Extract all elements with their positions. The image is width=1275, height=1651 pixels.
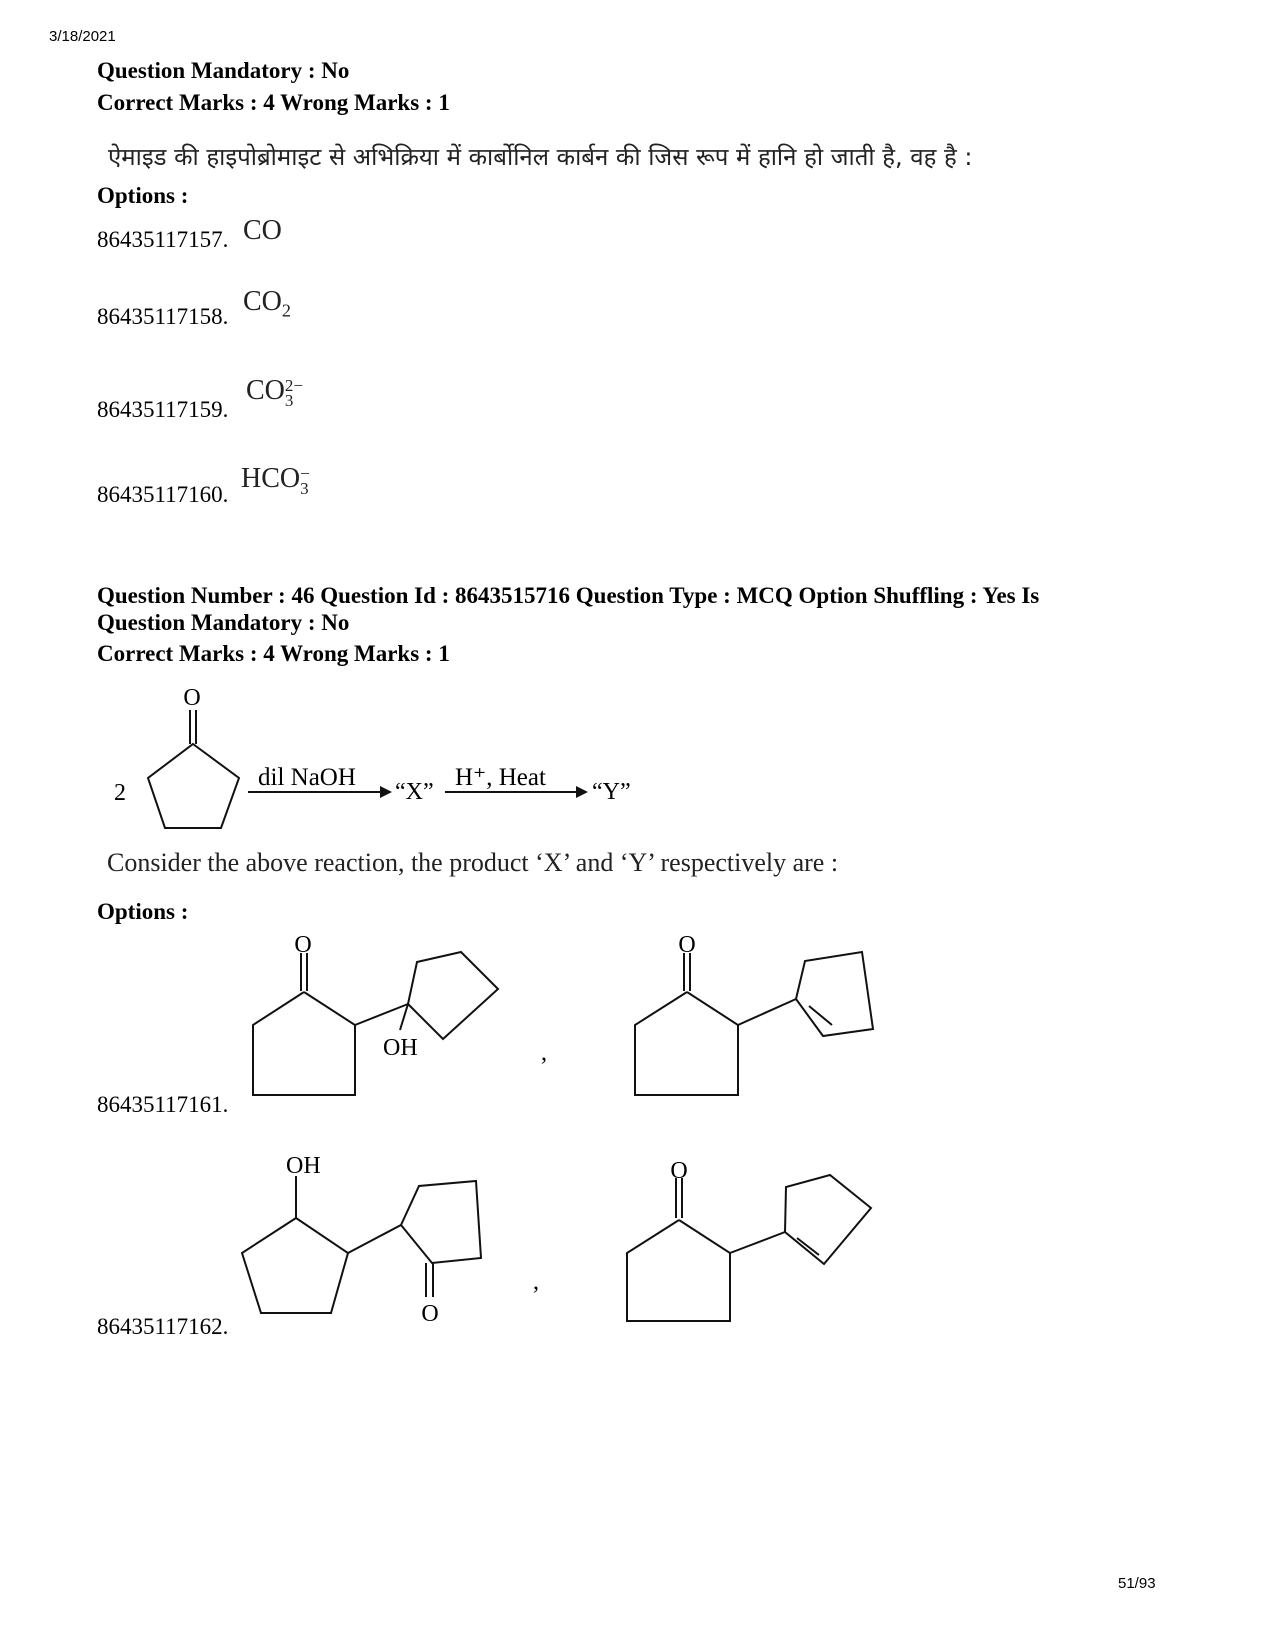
reaction-arrow-1-head <box>380 786 392 798</box>
q46-option-1-id: 86435117161. <box>97 1092 229 1117</box>
option-2-y-ketone-o: O <box>670 1158 688 1184</box>
q45-option-3-id: 86435117159. <box>97 397 229 422</box>
option-1-x-hydroxyl: OH <box>383 1035 418 1061</box>
reactant-carbonyl-o: O <box>183 685 201 711</box>
q45-mandatory: Question Mandatory : No <box>97 58 350 83</box>
q45-marks: Correct Marks : 4 Wrong Marks : 1 <box>97 90 450 115</box>
option-1-y-ketone-o: O <box>678 932 696 958</box>
q45-option-2-formula <box>243 286 291 322</box>
product-x: “X” <box>395 779 434 805</box>
q46-marks: Correct Marks : 4 Wrong Marks : 1 <box>97 641 450 666</box>
reagent-1: dil NaOH <box>258 764 356 791</box>
q46-option-2-structures <box>230 1148 890 1333</box>
cyclopentanone-structure <box>148 710 239 828</box>
formula-subscript: 3 <box>284 390 294 410</box>
q45-option-1-id: 86435117157. <box>97 227 229 252</box>
reaction-scheme <box>100 675 660 840</box>
q46-option-2-id: 86435117162. <box>97 1314 229 1339</box>
q45-question-text: ऐमाइड की हाइपोब्रोमाइट से अभिक्रिया में कार्बोनिल कार्बन की जिस रूप में हानि हो जाती है, वह है : <box>108 143 973 171</box>
formula-base: CO <box>243 286 282 317</box>
formula-subscript: 3 <box>300 478 309 498</box>
formula-superscript: 2− <box>284 375 303 395</box>
formula-base: CO <box>246 375 285 406</box>
product-y: “Y” <box>592 779 631 805</box>
formula-superscript: − <box>300 463 310 483</box>
q45-options-label: Options : <box>97 183 189 208</box>
q46-question-text: Consider the above reaction, the product ‘X’ and ‘Y’ respectively are : <box>107 848 839 877</box>
q46-options-label: Options : <box>97 899 189 924</box>
reaction-coefficient: 2 <box>114 780 126 806</box>
q45-option-3-formula <box>246 375 303 408</box>
q45-option-4-formula <box>241 463 310 496</box>
option-2-x-ketone-o: O <box>421 1301 439 1327</box>
option-2-x-hydroxyl: OH <box>286 1153 321 1179</box>
reagent-2: H⁺, Heat <box>455 764 546 791</box>
q46-header: Question Number : 46 Question Id : 8643515716 Question Type : MCQ Option Shuffling : Yes Is <box>97 583 1040 608</box>
q45-option-4-id: 86435117160. <box>97 482 229 507</box>
q46-mandatory: Question Mandatory : No <box>97 610 350 635</box>
option-1-separator: , <box>541 1040 547 1066</box>
formula-base: HCO <box>241 463 301 494</box>
q45-option-1-formula: CO <box>243 215 282 246</box>
option-1-x-ketone-o: O <box>294 932 312 958</box>
reaction-arrow-2-head <box>576 786 588 798</box>
print-date: 3/18/2021 <box>49 28 116 45</box>
option-2-separator: , <box>533 1269 539 1295</box>
formula-subscript: 2 <box>281 300 291 321</box>
page-number: 51/93 <box>1118 1575 1156 1592</box>
q45-option-2-id: 86435117158. <box>97 304 229 329</box>
q46-option-1-structures <box>240 925 900 1100</box>
